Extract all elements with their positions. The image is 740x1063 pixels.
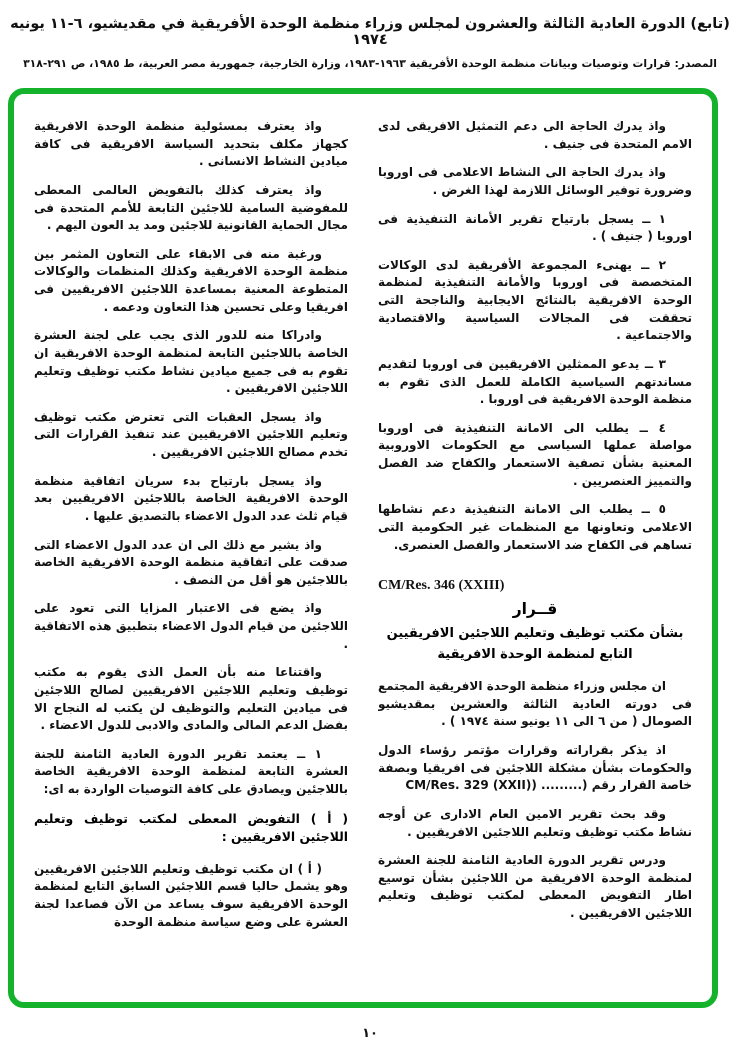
content-frame [8,88,718,1008]
paragraph: واذ يدرك الحاجة الى دعم التمثيل الافريقى لدى الامم المتحدة فى جنيف . [378,119,692,151]
column-left [34,118,348,986]
session-title: (تابع) الدورة العادية الثالثة والعشرون لمجلس وزراء منظمة الوحدة الأفريقية في مقديشيو، ٦-١١ يونيه ١٩٧٤ [10,16,730,48]
source-citation: المصدر: قرارات وتوصيات وبيانات منظمة الوحدة الأفريقية ١٩٦٣-١٩٨٣، وزارة الخارجية، جمهورية مصر العربية، ط ١٩٨٥، ص ٢٩١-٣١٨ [23,57,717,70]
resolution-heading [378,600,692,662]
resolution-subtitle-2: التابع لمنظمة الوحدة الافريقية [437,647,633,663]
paragraph: ٤ ــ يطلب الى الامانة التنفيذية فى اوروبا مواصلة عملها السياسى مع الحكومات الاوروبية المعنية بشأن تصفية الاستعمار والكفاح ضد الفصل والتمييز العنصريين . [378,420,692,488]
paragraph: اذ يذكر بقراراته وقرارات مؤتمر رؤساء الدول والحكومات بشأن مشكلة اللاجئين فى افريقيا وبصفة خاصة القرار رقم (......... (CM/Res. 329 (XXII) [378,743,692,793]
paragraph: واقتناعا منه بأن العمل الذى يقوم به مكتب توظيف وتعليم اللاجئين الافريقيين لصالح اللاجئين فى ميادين التعليم والتوظيف لن يكتب له النجاح الا بفضل الدعم المالى والمادى والادبى للدول الاعضاء . [34,665,348,733]
resolution-code: CM/Res. 346 (XXIII) [378,578,505,594]
column-right [378,118,692,986]
paragraph: وادراكا منه للدور الذى يجب على لجنة العشرة الخاصة باللاجئين التابعة لمنظمة الوحدة الافريقية ان تقوم به فى جميع ميادين نشاط مكتب توظيف وتعليم اللاجئين الافريقيين . [34,328,348,396]
paragraph: ٢ ــ يهنىء المجموعة الأفريقية لدى الوكالات المتخصصة فى اوروبا والأمانة التنفيذية لمنظمة الوحدة الافريقية بالنتائج الايجابية والناجحة التى تحققت فى المجالات السياسية والاقتصادية والاجتماعية . [378,257,692,343]
page-footer [0,1022,740,1041]
paragraph: واذ يدرك الحاجة الى النشاط الاعلامى فى اوروبا وضرورة توفير الوسائل اللازمة لهذا الغرض . [378,165,692,197]
paragraph: ودرس تقرير الدورة العادية الثامنة للجنة العشرة لمنظمة الوحدة الافريقية من اللاجئين بشأن توسيع اطار التفويض المعطى لمكتب توظيف وتعليم اللاجئين الافريقيين . [378,853,692,920]
paragraph: ٣ ــ يدعو الممثلين الافريقيين فى اوروبا لتقديم مساندتهم السياسية الكاملة للعمل الذى تقوم به منظمة الوحدة الافريقية فى اوروبا . [378,356,692,407]
paragraph: واذ يعترف بمسئولية منظمة الوحدة الافريقية كجهاز مكلف بتحديد السياسة الافريقية فى كافة ميادين النشاط الانسانى . [34,119,348,169]
paragraph: ٥ ــ يطلب الى الامانة التنفيذية دعم نشاطها الاعلامى وتعاونها مع المنظمات غير الحكومية التى تساهم فى الكفاح ضد الاستعمار والفصل العنصرى. [378,502,692,552]
section-subheading: ( أ ) التفويض المعطى لمكتب توظيف وتعليم اللاجئين الافريقيين : [34,810,348,845]
paragraph: ورغبة منه فى الابقاء على التعاون المثمر بين منظمة الوحدة الافريقية وكذلك المنظمات والوكالات المتطوعة المعنية بمساعدة اللاجئين الافريقيين فى افريقيا وعلى تحسين هذا التعاون ودعمه . [34,246,348,314]
paragraph: ١ ــ يعتمد تقرير الدورة العادية الثامنة للجنة العشرة التابعة لمنظمة الوحدة الافريقية الخاصة باللاجئين ويصادق على كافة التوصيات الواردة به اى: [34,746,348,796]
paragraph: ( أ ) ان مكتب توظيف وتعليم اللاجئين الافريقيين وهو يشمل حاليا قسم اللاجئين السابق التابع لمنظمة الوحدة الافريقية سوف يساعد من الآن فصاعدا لجنة العشرة على وضع سياسة منظمة الوحدة [34,861,348,929]
paragraph: وقد بحث تقرير الامين العام الادارى عن أوجه نشاط مكتب توظيف وتعليم اللاجئين الافريقيين . [378,806,692,839]
resolution-title: قــرار [512,600,558,619]
paragraph: ١ ــ يسجل بارتياح تقرير الأمانة التنفيذية فى اوروبا ( جنيف ) . [378,211,692,244]
paragraph: واذ يشير مع ذلك الى ان عدد الدول الاعضاء التى صدقت على اتفاقية منظمة الوحدة الافريقية الخاصة باللاجئين هو أقل من النصف . [34,537,348,587]
two-column-layout [34,118,692,986]
resolution-subtitle-1: بشأن مكتب توظيف وتعليم اللاجئين الافريقيين [386,626,684,642]
paragraph: واذ يسجل العقبات التى تعترض مكتب توظيف وتعليم اللاجئين الافريقيين عند تنفيذ القرارات التى تخدم مصالح اللاجئين الافريقيين . [34,409,348,459]
page-header [0,0,740,70]
paragraph: واذ يضع فى الاعتبار المزايا التى تعود على اللاجئين من قيام الدول الاعضاء بتطبيق هذه الاتفاقية . [34,601,348,651]
paragraph: واذ يعترف كذلك بالتفويض العالمى المعطى للمفوضية السامية للاجئين التابعة للأمم المتحدة فى مجال الحماية القانونية للاجئين ومد يد العون اليهم . [34,182,348,233]
paragraph: واذ يسجل بارتياح بدء سريان اتفاقية منظمة الوحدة الافريقية الخاصة باللاجئين الافريقيين بعد قيام ثلث عدد الدول الاعضاء بالتصديق عليها . [34,473,348,523]
page-number: ١٠ [362,1026,378,1041]
paragraph: ان مجلس وزراء منظمة الوحدة الافريقية المجتمع فى دورته العادية الثالثة والعشرين بمقديشيو الصومال ( من ٦ الى ١١ يونيو سنة ١٩٧٤ ) . [378,679,692,729]
